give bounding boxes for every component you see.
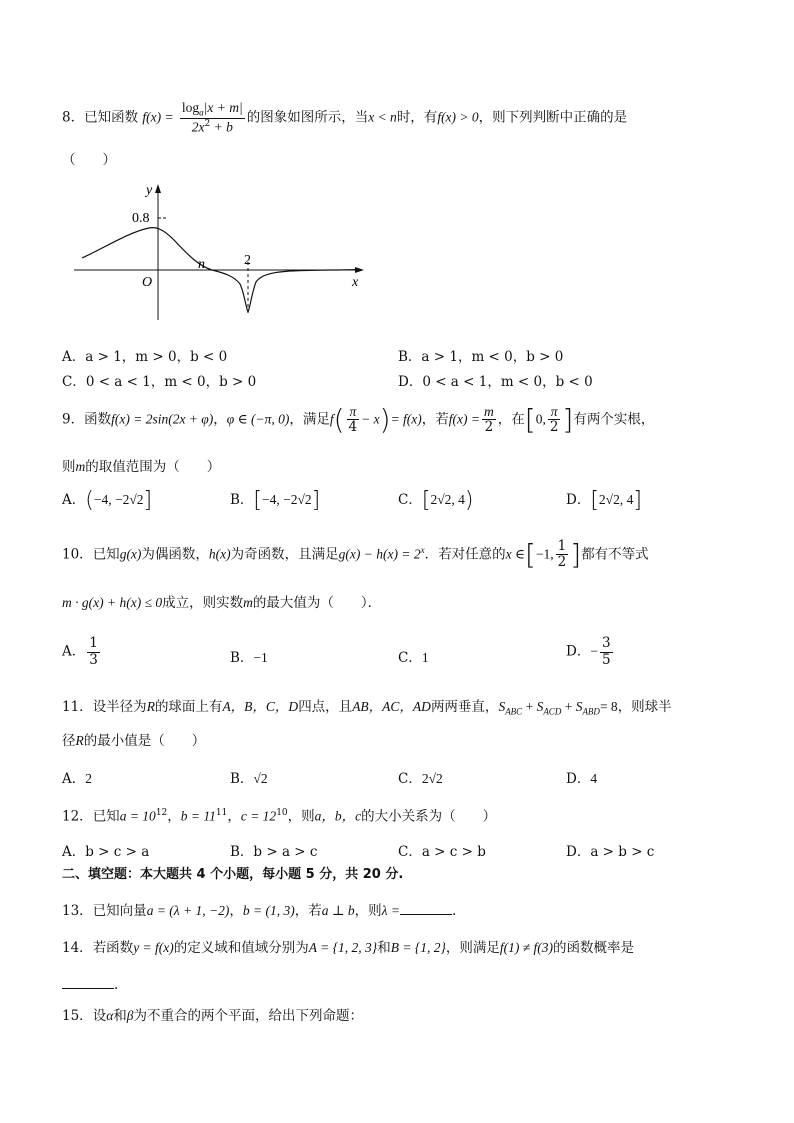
q8-option-a[interactable]: A．a > 1，m > 0，b < 0 [62, 349, 228, 365]
q9-option-a[interactable]: A．(−4, −2√2] [62, 488, 153, 513]
section-2-heading: 二、填空题：本大题共 4 个小题，每小题 5 分，共 20 分. [62, 867, 404, 882]
question-8-paren: （ ） [62, 152, 116, 168]
q8-option-c[interactable]: C．0 < a < 1，m < 0，b > 0 [62, 374, 257, 390]
q10-option-a[interactable]: A． $\frac{1}{3}$ [62, 635, 98, 668]
q9-option-b[interactable]: B．[−4, −2√2] [230, 488, 321, 513]
q12-option-a[interactable]: A．b > c > a [62, 844, 150, 860]
origin-label: O [142, 275, 153, 290]
question-13: 13．已知向量a = (λ + 1, −2)，b = (1, 3)，若a ⊥ b，则λ = . [62, 900, 456, 919]
question-11-line-2: 径R的最小值是（ ） [62, 733, 206, 749]
q14-answer-blank[interactable] [62, 974, 114, 989]
question-14-line-2: . [62, 974, 118, 993]
question-8-line-1: 8．已知函数 f(x) = $\frac{\log_a|x + m|}{2x^2 + b}$ 的图象如图所示，当x < n时，有f(x) > 0，则下列判断中正确的是 [62, 100, 628, 135]
x-axis-label: x [352, 275, 359, 290]
question-10-line-2: m · g(x) + h(x) ≤ 0成立，则实数m的最大值为（ ）． [62, 595, 382, 611]
q8-option-b[interactable]: B．a > 1，m < 0，b > 0 [398, 349, 564, 365]
q11-option-c[interactable]: C．2√2 [398, 771, 443, 787]
q12-option-c[interactable]: C．a > c > b [398, 844, 486, 860]
question-14-line-1: 14．若函数y = f(x)的定义域和值域分别为A = {1, 2, 3}和B = {1, 2}，则满足f(1) ≠ f(3)的函数概率是 [62, 940, 635, 956]
question-11-line-1: 11．设半径为R的球面上有A，B，C，D四点，且AB，AC，AD两两垂直，$S_{ABC} + S_{ACD} + S_{ABD}= 8$，则球半 [62, 699, 672, 717]
two-label: 2 [244, 253, 251, 268]
y-axis-arrow [155, 184, 161, 193]
q11-option-a[interactable]: A．2 [62, 771, 92, 787]
q8-function-graph [74, 180, 374, 320]
q10-option-c[interactable]: C．1 [398, 650, 429, 666]
q12-option-d[interactable]: D．a > b > c [566, 844, 655, 860]
y-tick-label: 0.8 [132, 211, 150, 226]
question-9-line-1: 9．函数f(x) = 2sin(2x + φ)，φ ∈ (−π, 0)，满足f( $\frac{\pi}{4}$ − x)= f(x)，若f(x) = $\frac{m}{2}$ ，在[0, $\frac{\pi}{2}$ ]有两个实根， [62, 403, 655, 436]
q8-fraction: $\frac{\log_a|x + m|}{2x^2 + b}$ [181, 100, 243, 135]
q9-option-d[interactable]: D．[2√2, 4] [566, 488, 642, 513]
q11-option-b[interactable]: B．√2 [230, 771, 268, 787]
question-12-line-1: 12．已知$a = 10^{12}$，$b = 11^{11}$，$c = 12^{10}$，则a，b，c的大小关系为（ ） [62, 808, 497, 825]
q10-option-b[interactable]: B．−1 [230, 650, 268, 666]
q10-option-d[interactable]: D．− $\frac{3}{5}$ [566, 635, 611, 668]
n-label: n [198, 257, 205, 272]
q13-answer-blank[interactable] [400, 900, 452, 915]
q11-option-d[interactable]: D．4 [566, 771, 598, 787]
q12-option-b[interactable]: B．b > a > c [230, 844, 318, 860]
question-10-line-1: 10．已知g(x)为偶函数，h(x)为奇函数，且满足$g(x) - h(x) = 2^x$．若对任意的x ∈[−1, $\frac{1}{2}$ ]都有不等式 [62, 537, 649, 571]
question-9-line-2: 则m的取值范围为（ ） [62, 459, 221, 475]
question-15: 15．设α和β为不重合的两个平面，给出下列命题： [62, 1008, 364, 1024]
q8-option-d[interactable]: D．0 < a < 1，m < 0，b < 0 [398, 374, 593, 390]
q9-option-c[interactable]: C．[2√2, 4) [398, 488, 474, 513]
y-axis-label: y [146, 183, 153, 198]
